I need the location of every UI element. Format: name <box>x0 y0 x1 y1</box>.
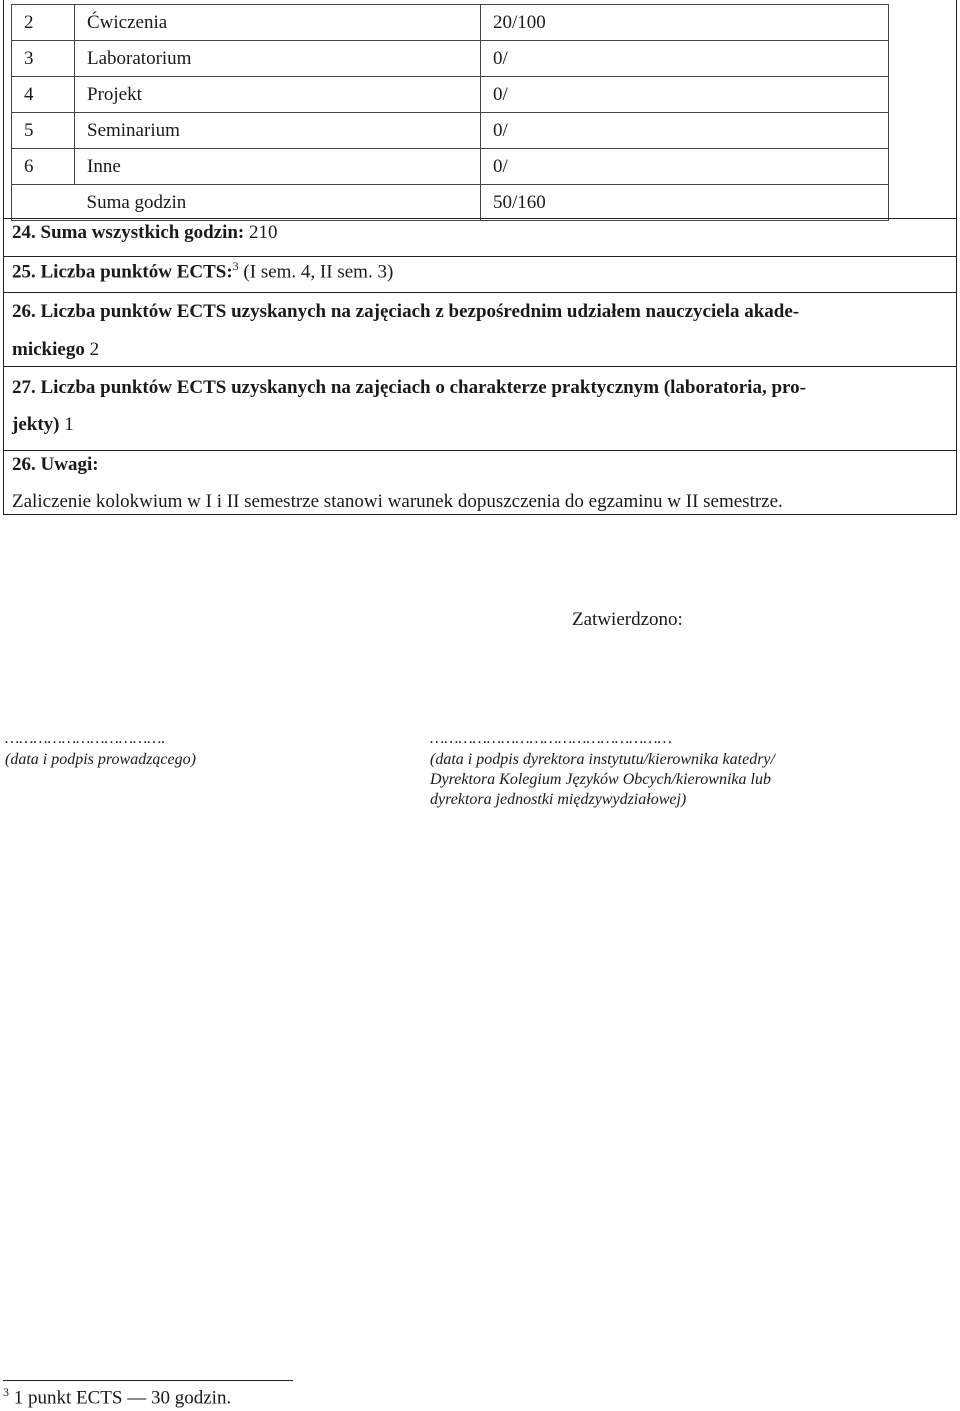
row-number: 3 <box>12 41 75 77</box>
practical-ects-label: jekty) <box>12 414 60 435</box>
hours-value: 0/ <box>481 113 889 149</box>
remarks-text: Zaliczenie kolokwium w I i II semestrze stanowi warunek dopuszczenia do egzaminu w II semestrze. <box>12 491 783 512</box>
signature-dots-right: …………………………………………… <box>430 730 672 747</box>
signature-dots-left: ……………………………. <box>5 730 166 747</box>
ects-label: 25. Liczba punktów ECTS: <box>12 261 233 283</box>
sum-row <box>12 185 889 221</box>
table-row <box>12 113 889 149</box>
ects-points <box>12 259 393 283</box>
footnote-rule <box>3 1380 293 1381</box>
divider <box>3 292 957 293</box>
signature-caption-right-1: (data i podpis dyrektora instytutu/kierownika katedry/ <box>430 751 775 768</box>
class-type: Ćwiczenia <box>75 5 481 41</box>
table-row <box>12 5 889 41</box>
divider <box>3 450 957 451</box>
remarks-label: 26. Uwagi: <box>12 454 99 475</box>
practical-ects-line1: 27. Liczba punktów ECTS uzyskanych na zajęciach o charakterze praktycznym (laboratoria, pro- <box>12 377 806 398</box>
hours-table <box>11 4 889 221</box>
hours-value: 0/ <box>481 77 889 113</box>
class-type: Seminarium <box>75 113 481 149</box>
total-hours <box>12 222 278 244</box>
table-row <box>12 41 889 77</box>
footnote-text: 1 punkt ECTS — 30 godzin. <box>13 1387 232 1409</box>
hours-value: 20/100 <box>481 5 889 41</box>
footnote <box>3 1385 231 1409</box>
approval-label: Zatwierdzono: <box>572 609 683 630</box>
footnote-ref: 3 <box>232 259 239 273</box>
footnote-mark: 3 <box>3 1385 9 1399</box>
divider <box>3 366 957 367</box>
direct-ects-line1: 26. Liczba punktów ECTS uzyskanych na zajęciach z bezpośrednim udziałem nauczyciela akade- <box>12 301 800 322</box>
direct-ects-value: 2 <box>89 339 100 360</box>
class-type: Inne <box>75 149 481 185</box>
row-number: 4 <box>12 77 75 113</box>
row-number: 5 <box>12 113 75 149</box>
total-hours-label: 24. Suma wszystkich godzin: <box>12 222 245 243</box>
signature-caption-right-2: Dyrektora Kolegium Języków Obcych/kierownika lub <box>430 771 771 788</box>
direct-ects-label: mickiego <box>12 339 85 360</box>
direct-ects-line2 <box>12 339 99 361</box>
hours-value: 0/ <box>481 149 889 185</box>
divider <box>3 256 957 257</box>
sum-label: Suma godzin <box>75 185 481 221</box>
practical-ects-value: 1 <box>64 414 74 435</box>
class-type: Projekt <box>75 77 481 113</box>
ects-value: (I sem. 4, II sem. 3) <box>243 261 394 283</box>
divider <box>3 218 957 219</box>
signature-caption-right-3: dyrektora jednostki międzywydziałowej) <box>430 791 687 808</box>
total-hours-value: 210 <box>249 222 278 243</box>
row-number: 6 <box>12 149 75 185</box>
table-row <box>12 77 889 113</box>
practical-ects-line2 <box>12 414 74 436</box>
sum-value: 50/160 <box>481 185 889 221</box>
row-number: 2 <box>12 5 75 41</box>
hours-value: 0/ <box>481 41 889 77</box>
signature-caption-left: (data i podpis prowadzącego) <box>5 751 196 768</box>
class-type: Laboratorium <box>75 41 481 77</box>
table-row <box>12 149 889 185</box>
